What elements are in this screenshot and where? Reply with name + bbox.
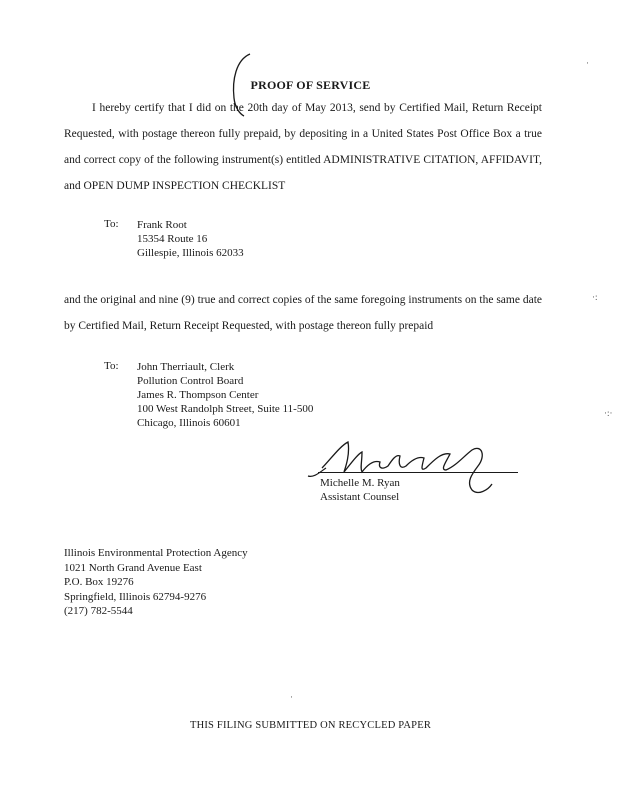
agency-line: 1021 North Grand Avenue East bbox=[64, 561, 202, 574]
recipient-1-address bbox=[137, 218, 244, 260]
agency-line: Springfield, Illinois 62794-9276 bbox=[64, 590, 207, 603]
signatory-name: Michelle M. Ryan bbox=[320, 477, 400, 489]
scan-speck: ·:· bbox=[604, 408, 613, 418]
recycled-paper-footer: THIS FILING SUBMITTED ON RECYCLED PAPER bbox=[189, 720, 432, 731]
agency-line: P.O. Box 19276 bbox=[64, 576, 134, 588]
address-line: Frank Root bbox=[137, 219, 187, 231]
signatory-title: Assistant Counsel bbox=[320, 491, 400, 503]
agency-address bbox=[64, 546, 248, 619]
address-line: John Therriault, Clerk bbox=[137, 361, 235, 373]
address-line: James R. Thompson Center bbox=[137, 389, 259, 401]
signature-line bbox=[318, 472, 518, 473]
address-line: Pollution Control Board bbox=[137, 375, 244, 387]
document-title: PROOF OF SERVICE bbox=[250, 78, 371, 92]
certification-paragraph: I hereby certify that I did on the 20th day of May 2013, send by Certified Mail, Return Receipt Requested, with postage thereon fully prepaid, by depositing in a United States Post Office Box a true and correct copy of the following instrument(s) entitled ADMINISTRATIVE CITATION, AFFIDAVIT, and OPEN DUMP INSPECTION CHECKLIST bbox=[64, 102, 542, 192]
address-line: Gillespie, Illinois 62033 bbox=[137, 247, 244, 259]
recipient-2-address bbox=[137, 360, 313, 430]
address-line: 100 West Randolph Street, Suite 11-500 bbox=[137, 403, 314, 415]
agency-line: (217) 782-5544 bbox=[64, 605, 133, 617]
agency-line: Illinois Environmental Protection Agency bbox=[64, 547, 248, 559]
signatory-block bbox=[320, 476, 400, 504]
recipient-2-label: To: bbox=[104, 360, 119, 372]
scan-speck: · bbox=[586, 58, 589, 68]
scan-speck: · bbox=[290, 692, 293, 702]
address-line: Chicago, Illinois 60601 bbox=[137, 417, 241, 429]
scan-speck: ·: bbox=[592, 292, 598, 302]
recipient-1-label: To: bbox=[104, 218, 119, 230]
address-line: 15354 Route 16 bbox=[137, 233, 208, 245]
copies-paragraph: and the original and nine (9) true and correct copies of the same foregoing instruments on the same date by Certified Mail, Return Receipt Requested, with postage thereon fully prepaid bbox=[64, 294, 542, 332]
